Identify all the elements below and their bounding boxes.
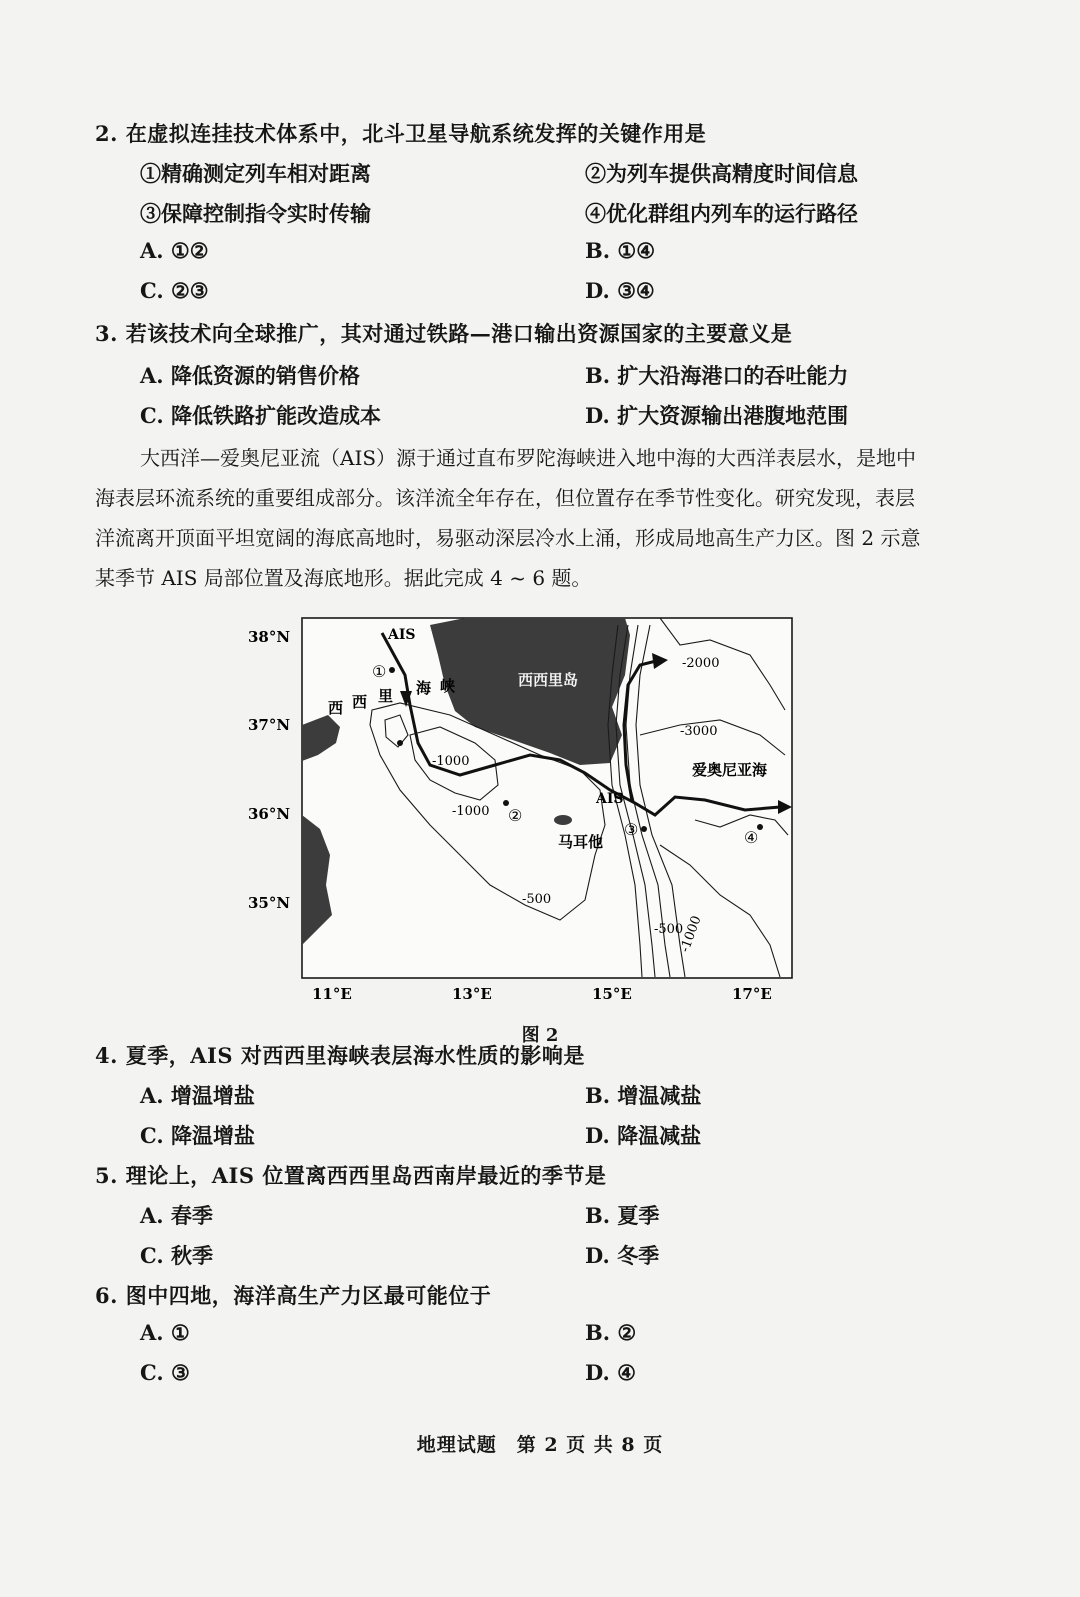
q4-option-d: D. 降温减盐 xyxy=(585,1123,702,1148)
q2-statement-3: ③保障控制指令实时传输 xyxy=(140,201,371,226)
q4-option-b: B. 增温减盐 xyxy=(585,1083,702,1108)
q3-option-c: C. 降低铁路扩能改造成本 xyxy=(140,403,381,428)
depth-label-3000: -3000 xyxy=(680,724,718,739)
passage-line-2: 海表层环流系统的重要组成部分。该洋流全年存在，但位置存在季节性变化。研究发现，表层 xyxy=(95,486,915,510)
q3-option-b: B. 扩大沿海港口的吞吐能力 xyxy=(585,363,849,388)
sicily-label: 西西里岛 xyxy=(518,671,579,689)
ais-label-mid: AIS xyxy=(596,791,624,807)
strait-char-5: 峡 xyxy=(440,677,456,695)
dot-west xyxy=(397,740,403,746)
q6-option-d: D. ④ xyxy=(585,1360,636,1385)
ionian-sea-label: 爱奥尼亚海 xyxy=(692,761,768,779)
passage-line-3: 洋流离开顶面平坦宽阔的海底高地时，易驱动深层冷水上涌，形成局地高生产力区。图 2 示意 xyxy=(95,526,921,550)
q4-option-c: C. 降温增盐 xyxy=(140,1123,255,1148)
point-1-dot xyxy=(389,667,395,673)
lat-label-35: 35°N xyxy=(248,894,291,912)
q6-option-c: C. ③ xyxy=(140,1360,190,1385)
strait-char-3: 里 xyxy=(378,687,394,705)
depth-label-1000-a: -1000 xyxy=(432,754,470,769)
point-3-dot xyxy=(641,826,647,832)
q2-option-d: D. ③④ xyxy=(585,278,655,303)
question-6-stem: 6. 图中四地，海洋高生产力区最可能位于 xyxy=(95,1283,492,1308)
malta-label: 马耳他 xyxy=(558,833,604,851)
question-2-stem: 2. 在虚拟连挂技术体系中，北斗卫星导航系统发挥的关键作用是 xyxy=(95,121,707,146)
depth-label-2000: -2000 xyxy=(682,656,720,671)
q2-option-b: B. ①④ xyxy=(585,238,656,263)
lon-label-13: 13°E xyxy=(452,985,492,1003)
point-2-label: ② xyxy=(508,806,523,825)
ais-label-top: AIS xyxy=(388,627,416,643)
lat-label-38: 38°N xyxy=(248,628,291,646)
depth-label-500-b: -500 xyxy=(654,922,684,937)
q6-option-a: A. ① xyxy=(140,1320,190,1345)
q3-option-d: D. 扩大资源输出港腹地范围 xyxy=(585,403,849,428)
strait-char-2: 西 xyxy=(352,693,368,711)
question-4-stem: 4. 夏季，AIS 对西西里海峡表层海水性质的影响是 xyxy=(95,1043,585,1068)
q5-option-b: B. 夏季 xyxy=(585,1203,660,1228)
q2-option-a: A. ①② xyxy=(140,238,209,263)
figure-caption: 图 2 xyxy=(521,1025,559,1046)
q4-option-a: A. 增温增盐 xyxy=(140,1083,255,1108)
question-5-stem: 5. 理论上，AIS 位置离西西里岛西南岸最近的季节是 xyxy=(95,1163,607,1188)
strait-char-4: 海 xyxy=(416,679,432,697)
q6-option-b: B. ② xyxy=(585,1320,637,1345)
point-1-label: ① xyxy=(372,662,387,681)
passage-line-4: 某季节 AIS 局部位置及海底地形。据此完成 4 ~ 6 题。 xyxy=(95,566,592,590)
passage xyxy=(95,438,995,598)
q5-option-a: A. 春季 xyxy=(140,1203,213,1228)
q5-option-d: D. 冬季 xyxy=(585,1243,660,1268)
lat-label-37: 37°N xyxy=(248,716,291,734)
lon-label-15: 15°E xyxy=(592,985,632,1003)
question-3-stem: 3. 若该技术向全球推广，其对通过铁路—港口输出资源国家的主要意义是 xyxy=(95,321,793,346)
lon-label-11: 11°E xyxy=(312,985,352,1003)
q2-statement-4: ④优化群组内列车的运行路径 xyxy=(585,201,858,226)
q2-statement-2: ②为列车提供高精度时间信息 xyxy=(585,161,858,186)
depth-label-1000-c: -1000 xyxy=(677,914,705,955)
passage-line-1: 大西洋—爱奥尼亚流（AIS）源于通过直布罗陀海峡进入地中海的大西洋表层水，是地中 xyxy=(140,446,917,470)
lon-label-17: 17°E xyxy=(732,985,772,1003)
depth-label-1000-b: -1000 xyxy=(452,804,490,819)
q2-statement-1: ①精确测定列车相对距离 xyxy=(140,161,371,186)
strait-char-1: 西 xyxy=(328,699,344,717)
depth-label-500-a: -500 xyxy=(522,892,552,907)
land-malta xyxy=(554,815,572,825)
q3-option-a: A. 降低资源的销售价格 xyxy=(140,363,360,388)
point-4-label: ④ xyxy=(744,828,759,847)
q5-option-c: C. 秋季 xyxy=(140,1243,213,1268)
page-footer: 地理试题 第 2 页 共 8 页 xyxy=(416,1434,664,1456)
lat-label-36: 36°N xyxy=(248,805,291,823)
point-3-label: ③ xyxy=(624,820,639,839)
q2-option-c: C. ②③ xyxy=(140,278,209,303)
map-figure xyxy=(240,615,800,1015)
